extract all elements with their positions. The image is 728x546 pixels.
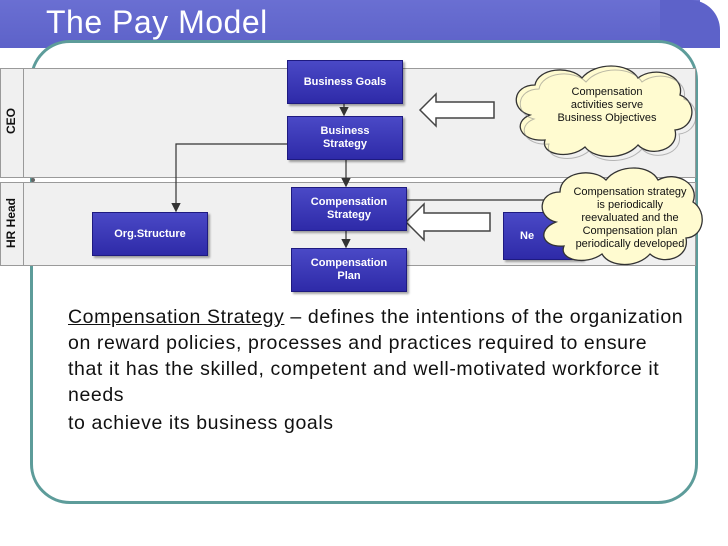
compensation-strategy-box [291,187,407,231]
definition-body: – defines the intentions of the organization on reward policies, processes and practices required to ensure that it has the skilled, competent and well-motivated workforce it needs [68,306,684,406]
hr-lane-label: HR Head [4,198,18,249]
strategy-to-org-connector [176,144,287,210]
definition-term: Compensation Strategy [68,306,285,328]
slide-title: The Pay Model [46,4,268,40]
top-callout-line2: activities serve [570,99,644,111]
comp-strategy-label-line2: Strategy [326,209,372,221]
bottom-callout-line1: Compensation strategy [573,186,687,198]
comp-strategy-label-line1: Compensation [310,196,388,208]
top-callout-line3: Business Objectives [557,112,657,124]
business-strategy-box [287,116,403,160]
top-callout-line1: Compensation [571,86,643,98]
top-hollow-arrow [420,94,494,126]
comp-plan-label-line2: Plan [337,270,361,282]
business-strategy-label-line2: Strategy [322,138,367,150]
bottom-callout-line2: is periodically [596,199,664,211]
org-structure-box [92,212,208,256]
comp-plan-label-line1: Compensation [310,257,388,269]
partially-hidden-label: Ne [520,229,535,242]
business-strategy-label-line1: Business [320,125,370,137]
org-structure-label: Org.Structure [114,227,186,240]
lane-marker-dot [31,178,35,182]
bottom-callout-line5: periodically developed [575,238,685,250]
top-callout-text [532,86,682,125]
bottom-hollow-arrow [406,204,490,240]
bottom-callout-line3: reevaluated and the [581,212,679,224]
definition-last-line: to achieve its business goals [68,412,334,434]
bottom-callout-line4: Compensation plan [582,225,678,237]
compensation-plan-box [291,248,407,292]
definition-paragraph [68,304,688,436]
business-goals-label: Business Goals [303,75,387,88]
bottom-callout-text [552,186,708,251]
ceo-lane-label: CEO [4,108,18,135]
business-goals-box [287,60,403,104]
